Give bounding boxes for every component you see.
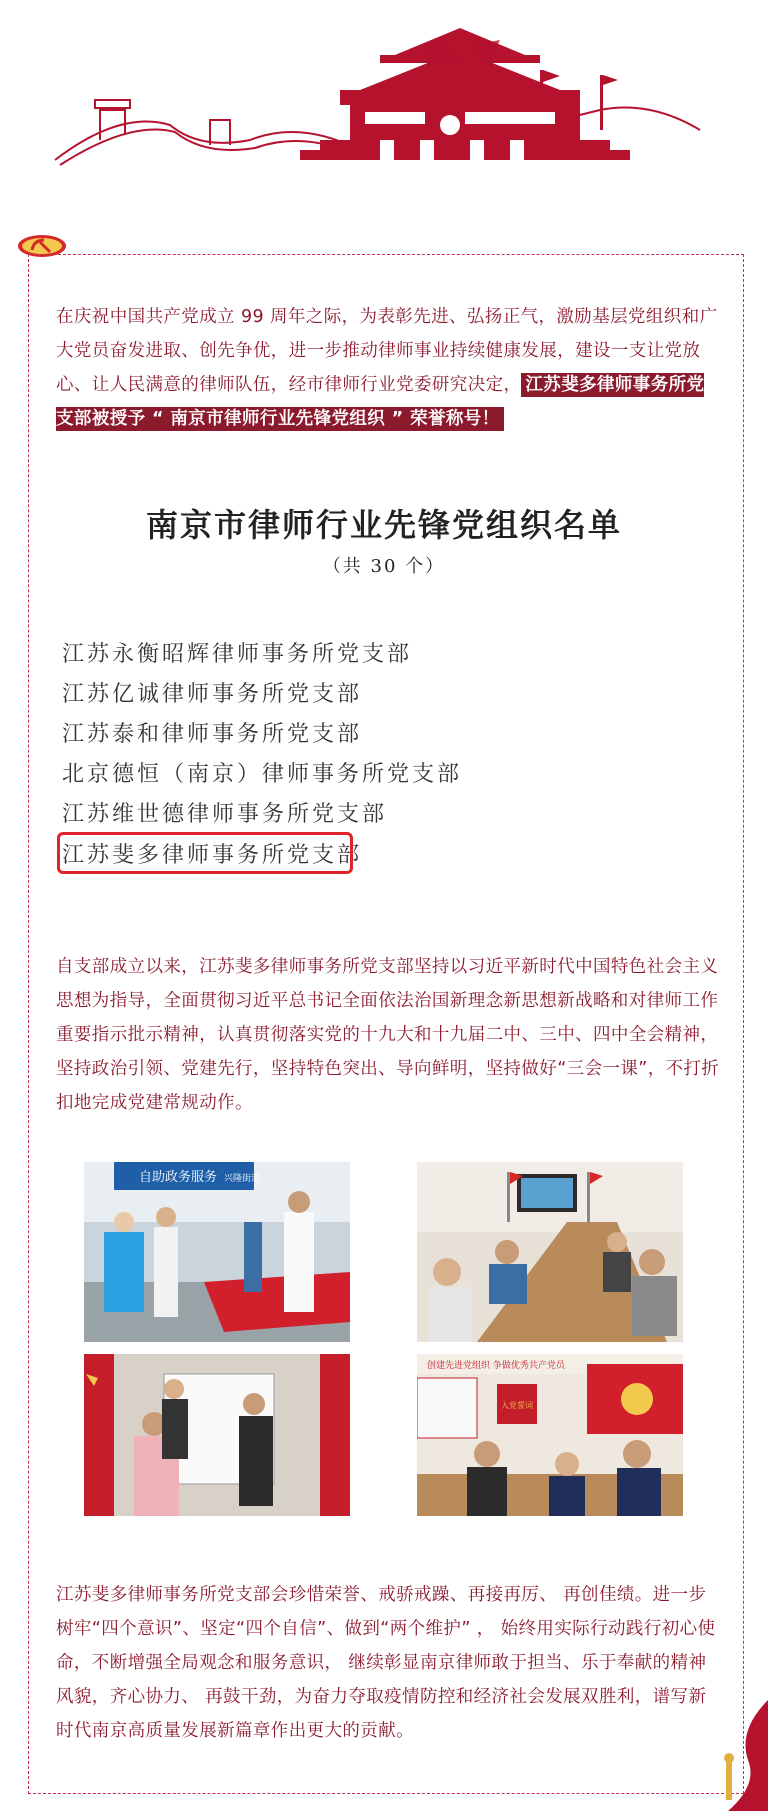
photo-whiteboard [84,1354,350,1516]
highlight-box [57,832,353,874]
intro-paragraph [56,300,720,436]
org-list-item: 江苏泰和律师事务所党支部 [62,722,363,747]
org-list-item: 江苏维世德律师事务所党支部 [62,802,388,827]
body-paragraph-2: 自支部成立以来，江苏斐多律师事务所党支部坚持以习近平新时代中国特色社会主义思想为指导，全面贯彻习近平总书记全面依法治国新理念新思想新战略和对律师工作重要指示批示精神，认真贯彻落实党的十九大和十九届二中、三中、四中全会精神，坚持政治引领、党建先行，坚持特色突出、导向鲜明，坚持做好“三会一课”，不打折扣地完成党建常规动作。 [56,957,720,1113]
header-great-wall-tiananmen-art [0,0,768,200]
photo-sign-text: 自助政务服务 [139,1170,218,1185]
photo-banner-text: 创建先进党组织 争做优秀共产党员 [427,1361,565,1371]
photo-outdoor-service [84,1162,350,1342]
org-list-item: 江苏永衡昭辉律师事务所党支部 [62,642,413,667]
list-subtitle: （共 30 个） [322,556,446,577]
list-title: 南京市律师行业先锋党组织名单 [145,506,622,544]
org-list-item: 江苏亿诚律师事务所党支部 [62,682,363,707]
org-list-item-highlighted: 江苏斐多律师事务所党支部 [62,843,363,868]
photo-sign-text-2: 兴隆街道 [224,1174,261,1184]
footer-decoration-art [708,1700,768,1811]
intro-text: 在庆祝中国共产党成立 99 周年之际，为表彰先进、弘扬正气，激励基层党组织和广大党员奋发进取、创先争优，进一步推动律师事业持续健康发展，建设一支让党放心、让人民满意的律师队伍，经市律师行业党委研究决定， [56,307,718,395]
org-list-item: 北京德恒（南京）律师事务所党支部 [62,762,463,787]
intro-highlight: 江苏斐多律师事务所党支部被授予 “ 南京市律师行业先锋党组织 ” 荣誉称号！ [56,375,705,429]
photo-badge-text: 入党誓词 [501,1401,533,1410]
photo-party-room [417,1354,683,1516]
body-paragraph-3: 江苏斐多律师事务所党支部会珍惜荣誉、戒骄戒躁、再接再厉、 再创佳绩。进一步树牢“四个意识”、坚定“四个自信”、做到“两个维护” ， 始终用实际行动践行初心使命，不断增强全局观念和服务意识， 继续彰显南京律师敢于担当、乐于奉献的精神风貌，齐心协力、 再鼓干劲，为奋力夺取疫情防控和经济社会发展双胜利，谱写新时代南京高质量发展新篇章作出更大的贡献。 [56,1585,716,1741]
photo-meeting-room [417,1162,683,1342]
